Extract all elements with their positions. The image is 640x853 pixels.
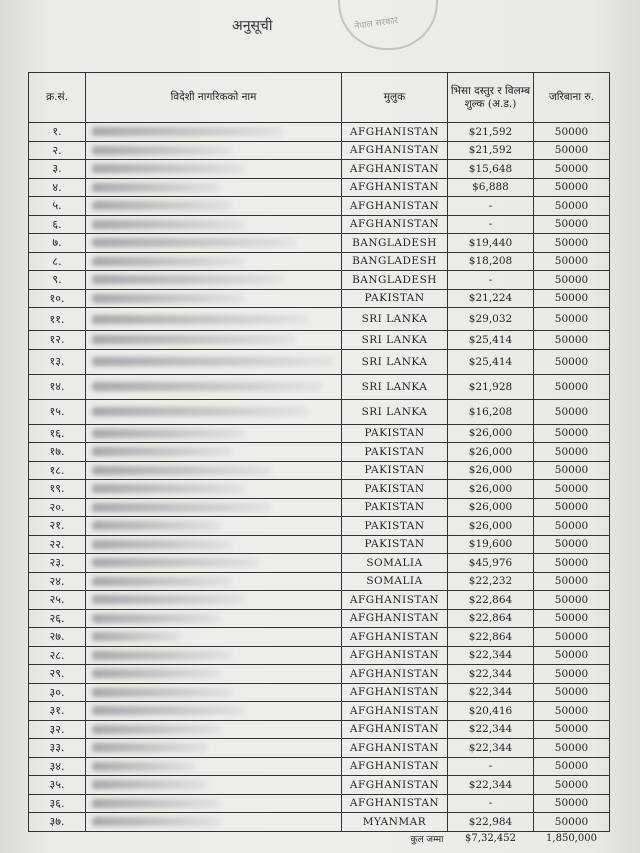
redacted-name-cell <box>86 813 342 832</box>
fine-cell: 50000 <box>534 480 610 499</box>
redacted-name-blur <box>92 799 220 808</box>
redacted-name-blur <box>92 164 245 173</box>
fine-cell: 50000 <box>534 702 610 721</box>
table-row <box>29 289 610 308</box>
fine-cell: 50000 <box>534 141 610 160</box>
fine-cell: 50000 <box>534 665 610 684</box>
country-cell: AFGHANISTAN <box>342 123 448 142</box>
table-row <box>29 374 610 399</box>
redacted-name-blur <box>92 257 245 266</box>
visa-fee-cell: $21,928 <box>448 374 534 399</box>
total-fine: 1,850,000 <box>534 831 610 845</box>
fine-cell: 50000 <box>534 160 610 179</box>
redacted-name-blur <box>92 183 220 192</box>
visa-fee-cell: $22,864 <box>448 609 534 628</box>
redacted-name-blur <box>92 315 309 324</box>
serial-number-cell: ८. <box>29 252 86 271</box>
table-row <box>29 609 610 628</box>
serial-number-cell: ३४. <box>29 757 86 776</box>
redacted-name-cell <box>86 141 342 160</box>
country-cell: PAKISTAN <box>342 289 448 308</box>
redacted-name-blur <box>92 540 232 549</box>
fine-cell: 50000 <box>534 739 610 758</box>
fine-cell: 50000 <box>534 572 610 591</box>
country-cell: AFGHANISTAN <box>342 757 448 776</box>
redacted-name-blur <box>92 817 220 826</box>
fine-cell: 50000 <box>534 197 610 216</box>
country-cell: AFGHANISTAN <box>342 178 448 197</box>
redacted-name-cell <box>86 683 342 702</box>
country-cell: SRI LANKA <box>342 399 448 424</box>
table-row <box>29 160 610 179</box>
visa-fee-cell: $25,414 <box>448 331 534 350</box>
country-cell: AFGHANISTAN <box>342 628 448 647</box>
serial-number-cell: ३७. <box>29 813 86 832</box>
table-row <box>29 517 610 536</box>
serial-number-cell: २८. <box>29 646 86 665</box>
table-row <box>29 308 610 331</box>
country-cell: AFGHANISTAN <box>342 160 448 179</box>
serial-number-cell: १८. <box>29 461 86 480</box>
redacted-name-blur <box>92 595 245 604</box>
redacted-name-blur <box>92 743 207 752</box>
visa-fee-cell: $26,000 <box>448 480 534 499</box>
serial-number-cell: ३३. <box>29 739 86 758</box>
redacted-name-blur <box>92 238 296 247</box>
header-serial-number: क्र.सं. <box>29 73 86 123</box>
country-cell: SOMALIA <box>342 572 448 591</box>
serial-number-cell: २३. <box>29 554 86 573</box>
table-row <box>29 424 610 443</box>
serial-number-cell: ४. <box>29 178 86 197</box>
redacted-name-blur <box>92 466 271 475</box>
redacted-name-cell <box>86 702 342 721</box>
table-row <box>29 461 610 480</box>
country-cell: AFGHANISTAN <box>342 794 448 813</box>
visa-fee-cell: $45,976 <box>448 554 534 573</box>
visa-fee-cell: $26,000 <box>448 498 534 517</box>
redacted-name-blur <box>92 127 283 136</box>
serial-number-cell: ३५. <box>29 776 86 795</box>
serial-number-cell: २१. <box>29 517 86 536</box>
serial-number-cell: ३. <box>29 160 86 179</box>
redacted-name-blur <box>92 294 245 303</box>
country-cell: AFGHANISTAN <box>342 776 448 795</box>
serial-number-cell: ३०. <box>29 683 86 702</box>
table-row <box>29 646 610 665</box>
country-cell: SRI LANKA <box>342 349 448 374</box>
visa-fee-cell: $26,000 <box>448 517 534 536</box>
fine-cell: 50000 <box>534 308 610 331</box>
fine-cell: 50000 <box>534 683 610 702</box>
serial-number-cell: २६. <box>29 609 86 628</box>
table-row <box>29 399 610 424</box>
visa-fee-cell: $22,344 <box>448 720 534 739</box>
fine-cell: 50000 <box>534 123 610 142</box>
table-row <box>29 252 610 271</box>
redacted-name-cell <box>86 443 342 462</box>
redacted-name-cell <box>86 424 342 443</box>
table-row <box>29 776 610 795</box>
fine-cell: 50000 <box>534 591 610 610</box>
redacted-name-cell <box>86 160 342 179</box>
visa-fee-cell: - <box>448 794 534 813</box>
fine-cell: 50000 <box>534 720 610 739</box>
country-cell: AFGHANISTAN <box>342 215 448 234</box>
serial-number-cell: २. <box>29 141 86 160</box>
total-visa-fee: $7,32,452 <box>448 831 534 845</box>
redacted-name-cell <box>86 609 342 628</box>
fine-cell: 50000 <box>534 234 610 253</box>
redacted-name-blur <box>92 220 245 229</box>
serial-number-cell: ११. <box>29 308 86 331</box>
serial-number-cell: २९. <box>29 665 86 684</box>
redacted-name-cell <box>86 498 342 517</box>
visa-fee-cell: $21,592 <box>448 141 534 160</box>
visa-fee-cell: $15,648 <box>448 160 534 179</box>
country-cell: MYANMAR <box>342 813 448 832</box>
fine-cell: 50000 <box>534 374 610 399</box>
redacted-name-blur <box>92 429 245 438</box>
table-row <box>29 683 610 702</box>
serial-number-cell: ३२. <box>29 720 86 739</box>
redacted-name-blur <box>92 146 232 155</box>
country-cell: AFGHANISTAN <box>342 141 448 160</box>
table-row <box>29 443 610 462</box>
header-foreigner-name: विदेशी नागरिकको नाम <box>86 73 342 123</box>
foreigner-fine-table <box>28 72 610 845</box>
redacted-name-cell <box>86 757 342 776</box>
table-row <box>29 554 610 573</box>
redacted-name-cell <box>86 517 342 536</box>
redacted-name-blur <box>92 688 232 697</box>
serial-number-cell: १७. <box>29 443 86 462</box>
table-row <box>29 123 610 142</box>
visa-fee-cell: - <box>448 215 534 234</box>
serial-number-cell: ३६. <box>29 794 86 813</box>
visa-fee-cell: $22,344 <box>448 776 534 795</box>
fine-cell: 50000 <box>534 461 610 480</box>
redacted-name-cell <box>86 197 342 216</box>
header-visa-fee: भिसा दस्तुर र विलम्ब शुल्क (अ.ड.) <box>448 73 534 123</box>
header-country: मुलुक <box>342 73 448 123</box>
fine-cell: 50000 <box>534 609 610 628</box>
visa-fee-cell: $21,224 <box>448 289 534 308</box>
country-cell: AFGHANISTAN <box>342 665 448 684</box>
table-row <box>29 271 610 290</box>
redacted-name-cell <box>86 628 342 647</box>
redacted-name-cell <box>86 739 342 758</box>
country-cell: BANGLADESH <box>342 271 448 290</box>
redacted-name-blur <box>92 669 220 678</box>
visa-fee-cell: $26,000 <box>448 424 534 443</box>
fine-cell: 50000 <box>534 399 610 424</box>
redacted-name-blur <box>92 780 207 789</box>
serial-number-cell: ७. <box>29 234 86 253</box>
serial-number-cell: २२. <box>29 535 86 554</box>
redacted-name-blur <box>92 762 194 771</box>
redacted-name-cell <box>86 665 342 684</box>
redacted-name-blur <box>92 614 220 623</box>
redacted-name-cell <box>86 480 342 499</box>
country-cell: BANGLADESH <box>342 234 448 253</box>
serial-number-cell: ३१. <box>29 702 86 721</box>
table-row <box>29 234 610 253</box>
visa-fee-cell: $16,208 <box>448 399 534 424</box>
visa-fee-cell: $29,032 <box>448 308 534 331</box>
fine-cell: 50000 <box>534 443 610 462</box>
table-row <box>29 757 610 776</box>
redacted-name-cell <box>86 349 342 374</box>
redacted-name-blur <box>92 577 232 586</box>
fine-cell: 50000 <box>534 215 610 234</box>
visa-fee-cell: $26,000 <box>448 443 534 462</box>
visa-fee-cell: $6,888 <box>448 178 534 197</box>
redacted-name-blur <box>92 725 220 734</box>
official-stamp: नेपाल सरकार <box>338 0 438 50</box>
redacted-name-cell <box>86 399 342 424</box>
fine-cell: 50000 <box>534 289 610 308</box>
fine-cell: 50000 <box>534 349 610 374</box>
visa-fee-cell: $25,414 <box>448 349 534 374</box>
fine-cell: 50000 <box>534 554 610 573</box>
visa-fee-cell: $22,344 <box>448 665 534 684</box>
fine-cell: 50000 <box>534 628 610 647</box>
country-cell: AFGHANISTAN <box>342 646 448 665</box>
fine-cell: 50000 <box>534 178 610 197</box>
document-title: अनुसूची <box>232 18 273 34</box>
redacted-name-cell <box>86 572 342 591</box>
country-cell: PAKISTAN <box>342 424 448 443</box>
visa-fee-cell: $20,416 <box>448 702 534 721</box>
country-cell: PAKISTAN <box>342 517 448 536</box>
country-cell: PAKISTAN <box>342 498 448 517</box>
visa-fee-cell: $19,600 <box>448 535 534 554</box>
table-row <box>29 480 610 499</box>
redacted-name-blur <box>92 632 181 641</box>
redacted-name-blur <box>92 382 322 391</box>
fine-cell: 50000 <box>534 794 610 813</box>
header-fine: जरिबाना रु. <box>534 73 610 123</box>
table-row <box>29 535 610 554</box>
serial-number-cell: १४. <box>29 374 86 399</box>
redacted-name-cell <box>86 374 342 399</box>
fine-cell: 50000 <box>534 424 610 443</box>
table-row <box>29 331 610 350</box>
fine-cell: 50000 <box>534 271 610 290</box>
country-cell: AFGHANISTAN <box>342 683 448 702</box>
table-row <box>29 215 610 234</box>
total-row <box>29 831 610 845</box>
redacted-name-blur <box>92 447 232 456</box>
visa-fee-cell: $22,984 <box>448 813 534 832</box>
redacted-name-cell <box>86 289 342 308</box>
visa-fee-cell: $22,232 <box>448 572 534 591</box>
country-cell: AFGHANISTAN <box>342 739 448 758</box>
table-row <box>29 572 610 591</box>
total-label: कुल जम्मा <box>410 834 444 845</box>
visa-fee-cell: - <box>448 271 534 290</box>
table-row <box>29 141 610 160</box>
serial-number-cell: २७. <box>29 628 86 647</box>
fine-cell: 50000 <box>534 331 610 350</box>
visa-fee-cell: $18,208 <box>448 252 534 271</box>
serial-number-cell: २०. <box>29 498 86 517</box>
table-row <box>29 813 610 832</box>
redacted-name-cell <box>86 252 342 271</box>
fine-cell: 50000 <box>534 813 610 832</box>
country-cell: PAKISTAN <box>342 535 448 554</box>
redacted-name-cell <box>86 123 342 142</box>
country-cell: AFGHANISTAN <box>342 609 448 628</box>
table-row <box>29 702 610 721</box>
redacted-name-cell <box>86 234 342 253</box>
redacted-name-cell <box>86 554 342 573</box>
redacted-name-blur <box>92 357 334 366</box>
serial-number-cell: ५. <box>29 197 86 216</box>
redacted-name-blur <box>92 521 220 530</box>
serial-number-cell: १६. <box>29 424 86 443</box>
country-cell: AFGHANISTAN <box>342 197 448 216</box>
serial-number-cell: २४. <box>29 572 86 591</box>
table-row <box>29 628 610 647</box>
serial-number-cell: १२. <box>29 331 86 350</box>
country-cell: SRI LANKA <box>342 308 448 331</box>
table-row <box>29 178 610 197</box>
fine-cell: 50000 <box>534 776 610 795</box>
visa-fee-cell: $21,592 <box>448 123 534 142</box>
table-row <box>29 665 610 684</box>
fine-cell: 50000 <box>534 252 610 271</box>
visa-fee-cell: $22,344 <box>448 683 534 702</box>
redacted-name-cell <box>86 591 342 610</box>
visa-fee-cell: $22,344 <box>448 739 534 758</box>
serial-number-cell: १३. <box>29 349 86 374</box>
serial-number-cell: १. <box>29 123 86 142</box>
redacted-name-blur <box>92 335 296 344</box>
table-row <box>29 794 610 813</box>
redacted-name-blur <box>92 651 232 660</box>
redacted-name-cell <box>86 794 342 813</box>
country-cell: PAKISTAN <box>342 461 448 480</box>
country-cell: SOMALIA <box>342 554 448 573</box>
country-cell: AFGHANISTAN <box>342 720 448 739</box>
table-row <box>29 197 610 216</box>
redacted-name-cell <box>86 720 342 739</box>
redacted-name-cell <box>86 331 342 350</box>
redacted-name-cell <box>86 215 342 234</box>
fine-cell: 50000 <box>534 498 610 517</box>
serial-number-cell: १५. <box>29 399 86 424</box>
redacted-name-cell <box>86 646 342 665</box>
visa-fee-cell: $22,344 <box>448 646 534 665</box>
country-cell: AFGHANISTAN <box>342 591 448 610</box>
fine-cell: 50000 <box>534 517 610 536</box>
country-cell: PAKISTAN <box>342 443 448 462</box>
country-cell: BANGLADESH <box>342 252 448 271</box>
redacted-name-blur <box>92 706 245 715</box>
redacted-name-cell <box>86 178 342 197</box>
visa-fee-cell: $22,864 <box>448 591 534 610</box>
redacted-name-blur <box>92 558 258 567</box>
visa-fee-cell: - <box>448 757 534 776</box>
redacted-name-cell <box>86 271 342 290</box>
country-cell: AFGHANISTAN <box>342 702 448 721</box>
redacted-name-cell <box>86 535 342 554</box>
table-header-row <box>29 73 610 123</box>
redacted-name-blur <box>92 503 271 512</box>
table-row <box>29 591 610 610</box>
redacted-name-blur <box>92 201 232 210</box>
fine-cell: 50000 <box>534 535 610 554</box>
visa-fee-cell: $26,000 <box>448 461 534 480</box>
serial-number-cell: ६. <box>29 215 86 234</box>
table-row <box>29 498 610 517</box>
fine-cell: 50000 <box>534 646 610 665</box>
serial-number-cell: १९. <box>29 480 86 499</box>
visa-fee-cell: $22,864 <box>448 628 534 647</box>
serial-number-cell: १०. <box>29 289 86 308</box>
redacted-name-cell <box>86 776 342 795</box>
redacted-name-cell <box>86 461 342 480</box>
serial-number-cell: ९. <box>29 271 86 290</box>
country-cell: SRI LANKA <box>342 374 448 399</box>
table-row <box>29 720 610 739</box>
country-cell: PAKISTAN <box>342 480 448 499</box>
redacted-name-blur <box>92 407 309 416</box>
country-cell: SRI LANKA <box>342 331 448 350</box>
visa-fee-cell: $19,440 <box>448 234 534 253</box>
redacted-name-blur <box>92 484 245 493</box>
redacted-name-blur <box>92 275 283 284</box>
table-row <box>29 349 610 374</box>
redacted-name-cell <box>86 308 342 331</box>
serial-number-cell: २५. <box>29 591 86 610</box>
table-row <box>29 739 610 758</box>
fine-cell: 50000 <box>534 757 610 776</box>
visa-fee-cell: - <box>448 197 534 216</box>
